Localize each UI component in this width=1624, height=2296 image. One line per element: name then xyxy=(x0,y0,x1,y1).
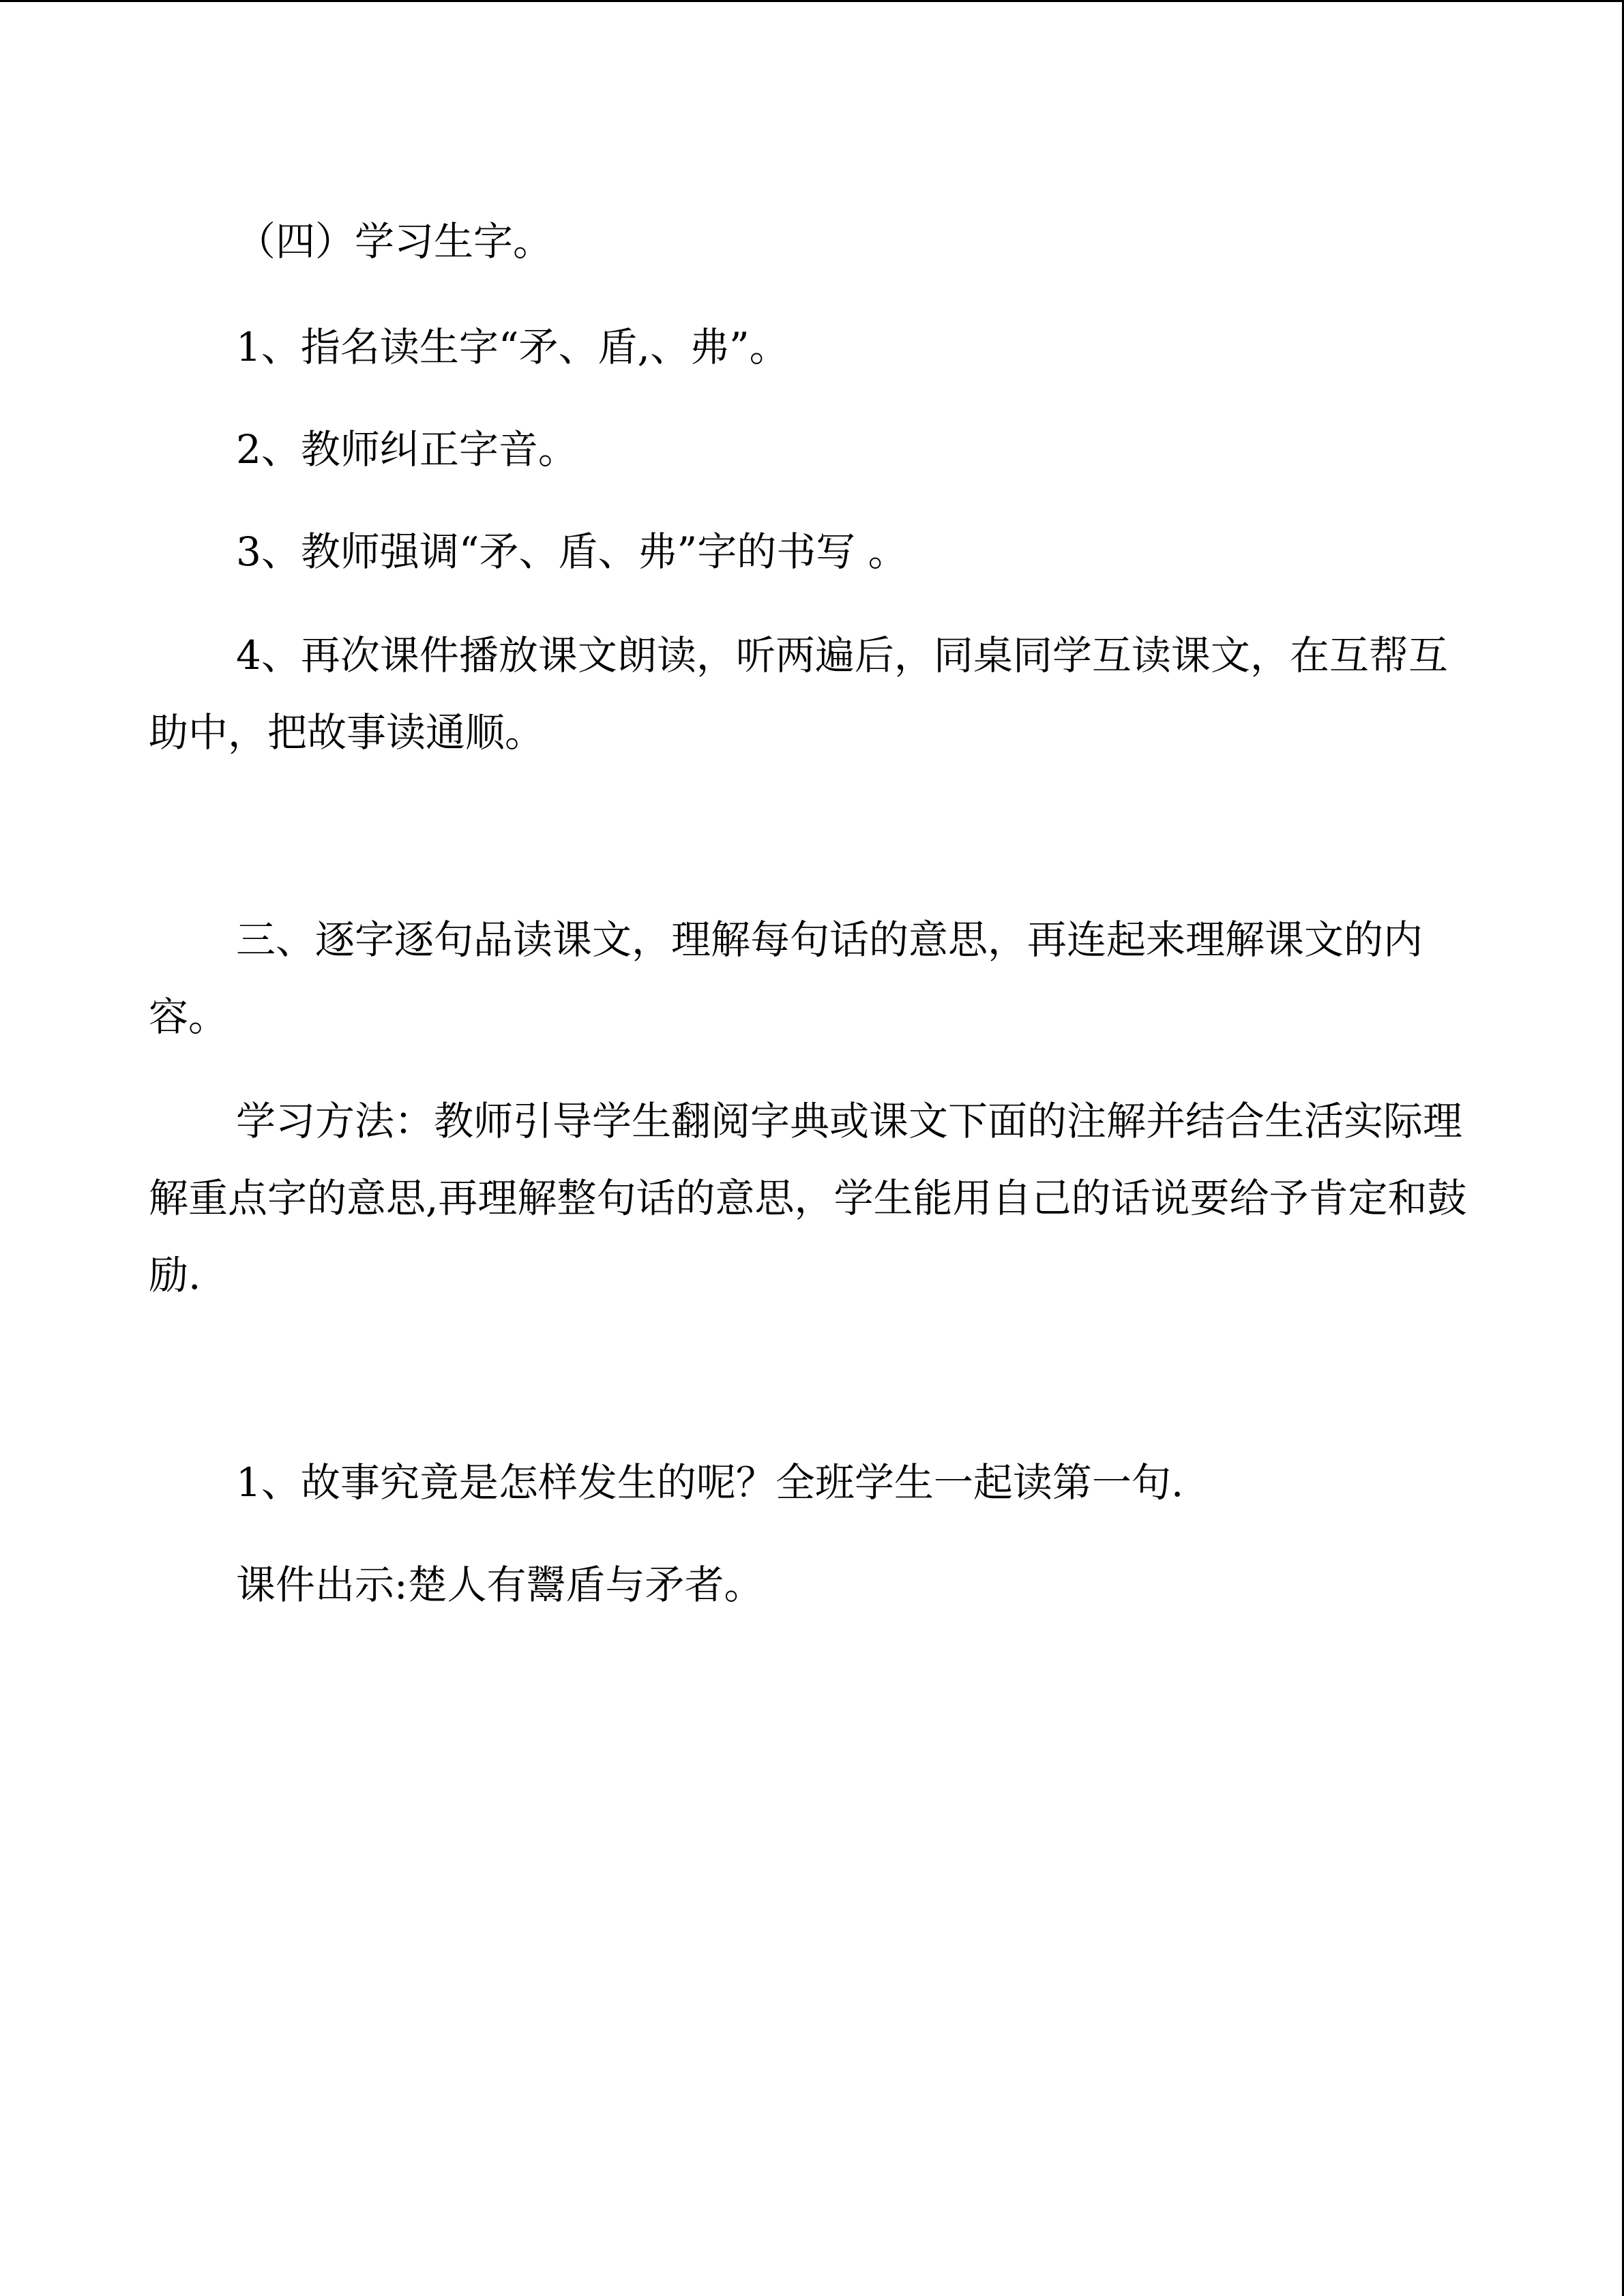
page-border-top xyxy=(0,0,1624,2)
learning-method: 学习方法：教师引导学生翻阅字典或课文下面的注解并结合生活实际理解重点字的意思,再理解整句话的意思，学生能用自己的话说要给予肯定和鼓励. xyxy=(149,1098,1467,1298)
question-how-story-happened: 1、故事究竟是怎样发生的呢？全班学生一起读第一句. xyxy=(236,1459,1184,1506)
step-read-characters: 1、指名读生字“矛、盾,、弗”。 xyxy=(236,324,789,370)
section-heading-learn-characters: （四）学习生字。 xyxy=(236,218,553,265)
section-heading-close-reading: 三、逐字逐句品读课文，理解每句话的意思，再连起来理解课文的内容。 xyxy=(149,916,1423,1040)
courseware-display: 课件出示:楚人有鬻盾与矛者。 xyxy=(236,1562,764,1608)
step-correct-pronunciation: 2、教师纠正字音。 xyxy=(236,426,578,473)
step-read-aloud-together: 4、再次课件播放课文朗读，听两遍后，同桌同学互读课文，在互帮互助中，把故事读通顺。 xyxy=(149,632,1448,756)
step-emphasize-writing: 3、教师强调“矛、盾、弗”字的书写 。 xyxy=(236,528,908,575)
